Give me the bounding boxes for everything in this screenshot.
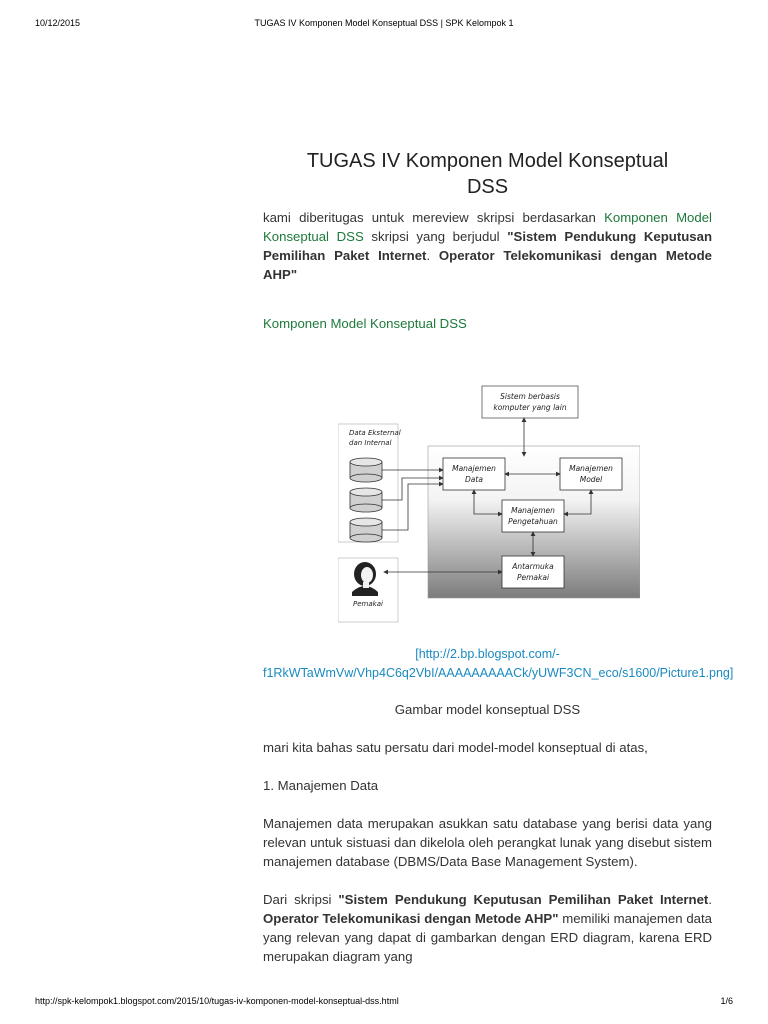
figure-caption: Gambar model konseptual DSS xyxy=(394,702,581,717)
user-label: Pemakai xyxy=(353,600,383,608)
model-management-box xyxy=(560,458,622,490)
external-data-label-2: dan Internal xyxy=(349,439,392,447)
post-body xyxy=(263,738,712,966)
post-title: TUGAS IV Komponen Model Konseptual DSS xyxy=(306,150,669,198)
intro-paragraph: kami diberitugas untuk mereview skripsi berdasarkan Komponen Model Konseptual DSS skripsi yang berjudul "Sistem Pendukung Keputusan Pemilihan Paket Internet. Operator Telekomunikasi dengan Metode AHP" xyxy=(263,210,713,282)
external-data-label-1: Data Eksternal xyxy=(349,429,401,437)
knowledge-management-label-1: Manajemen xyxy=(511,506,555,515)
database-cylinder-1 xyxy=(350,458,382,482)
knowledge-management-box xyxy=(502,500,564,532)
section-heading-link[interactable]: Komponen Model Konseptual DSS xyxy=(263,316,467,331)
paragraph-skripsi: Dari skripsi "Sistem Pendukung Keputusan Pemilihan Paket Internet. Operator Telekomunikasi dengan Metode AHP" memiliki manajemen data yang relevan yang dapat di gambarkan dengan ERD diagram, karena ERD merupakan diagram yang xyxy=(263,892,712,964)
print-page-number: 1/6 xyxy=(720,996,733,1006)
other-systems-box xyxy=(482,386,578,418)
print-date: 10/12/2015 xyxy=(35,18,81,28)
knowledge-management-label-2: Pengetahuan xyxy=(508,517,558,526)
post-content xyxy=(263,148,712,333)
model-management-label-2: Model xyxy=(579,475,603,484)
paragraph-data-management: Manajemen data merupakan asukkan satu database yang berisi data yang relevan untuk sistuasi dan dikelola oleh perangkat lunak yang disebut sistem manajemen database (DBMS/Data Base Management System). xyxy=(263,816,712,869)
database-cylinder-2 xyxy=(350,488,382,512)
user-interface-label-1: Antarmuka xyxy=(512,562,554,571)
user-interface-box xyxy=(502,556,564,588)
dss-concept-diagram xyxy=(338,384,640,624)
item-heading-1: 1. Manajemen Data xyxy=(263,778,379,793)
database-cylinder-3 xyxy=(350,518,382,542)
image-source-link[interactable]: [http://2.bp.blogspot.com/-f1RkWTaWmVw/Vhp4C6q2VbI/AAAAAAAAACk/yUWF3CN_eco/s1600/Picture1.png] xyxy=(263,647,734,680)
print-footer-url: http://spk-kelompok1.blogspot.com/2015/10/tugas-iv-komponen-model-konseptual-dss.html xyxy=(35,996,399,1006)
data-management-box xyxy=(443,458,505,490)
paragraph-intro2: mari kita bahas satu persatu dari model-model konseptual di atas, xyxy=(263,740,648,755)
data-management-label-2: Data xyxy=(465,475,483,484)
intro-link[interactable]: Komponen Model Konseptual DSS xyxy=(263,210,712,244)
data-management-label-1: Manajemen xyxy=(452,464,496,473)
model-management-label-1: Manajemen xyxy=(569,464,613,473)
print-header-title: TUGAS IV Komponen Model Konseptual DSS | SPK Kelompok 1 xyxy=(254,18,514,28)
other-systems-label-2: komputer yang lain xyxy=(493,403,567,412)
user-interface-label-2: Pemakai xyxy=(516,573,550,582)
other-systems-label-1: Sistem berbasis xyxy=(500,392,560,401)
